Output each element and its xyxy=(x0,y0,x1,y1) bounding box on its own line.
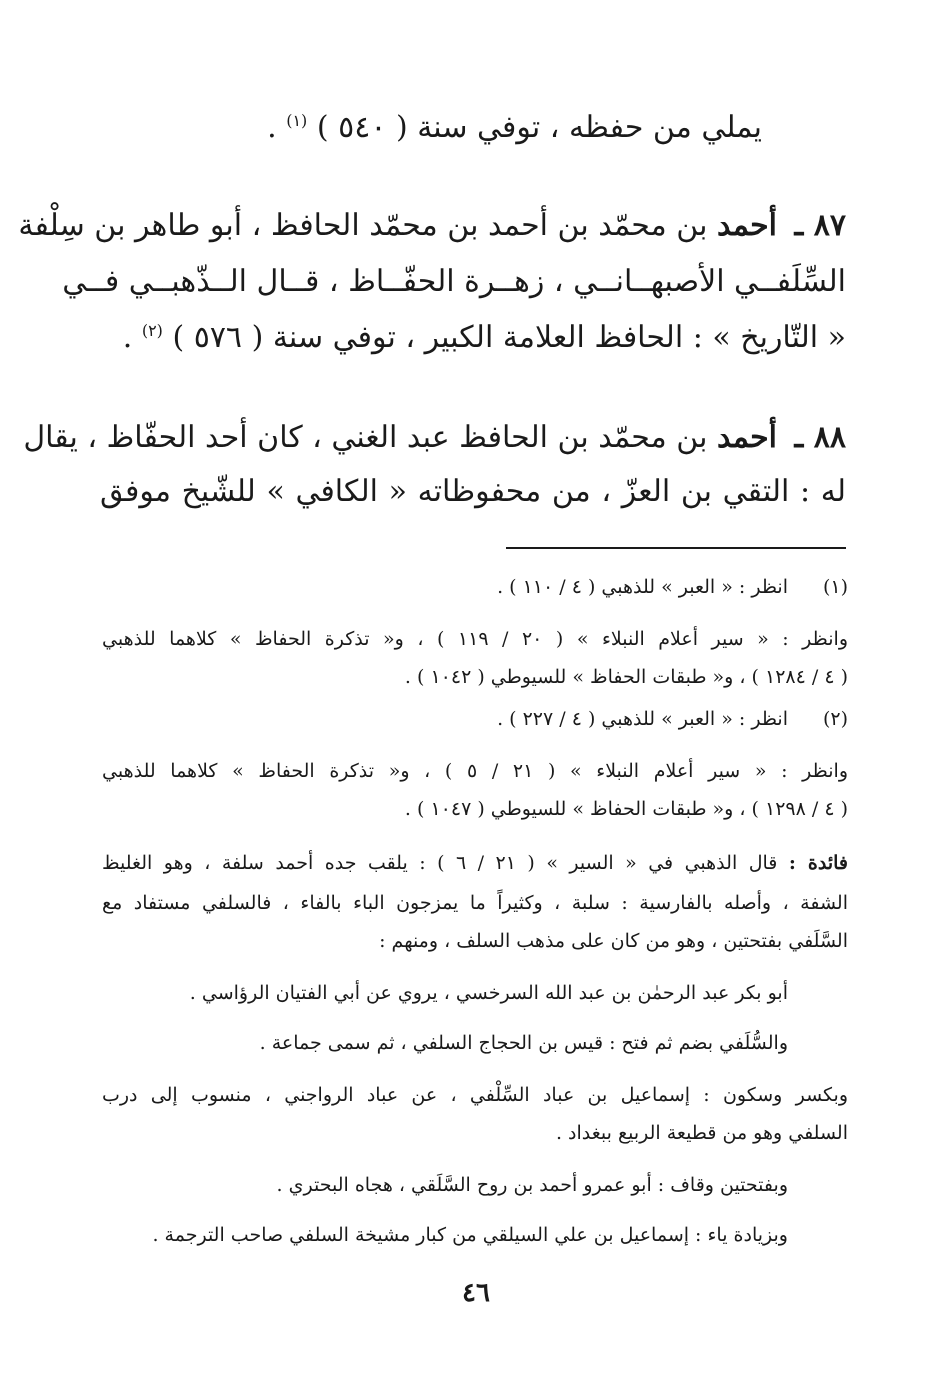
faida-line-5: والسُّلَفي بضم ثم فتح : قيس بن الحجاج السلفي ، ثم سمى جماعة . xyxy=(259,1032,788,1054)
entry-87-line-2 xyxy=(62,262,846,302)
footnote-1-line-2: وانظر : « سير أعلام النبلاء » ( ٢٠ / ١١٩ ) ، و« تذكرة الحفاظ » كلاهما للذهبي xyxy=(102,628,848,650)
entry-88-line-1 xyxy=(23,418,846,458)
footnote-number: (٢) xyxy=(822,708,848,730)
footnote-2-line-3: ( ٤ / ١٢٩٨ ) ، و« طبقات الحفاظ » للسيوطي ( ١٠٤٧ ) . xyxy=(404,798,848,820)
main-text: يملي من حفظه ، توفي سنة ( ٥٤٠ ) xyxy=(316,110,762,145)
faida-line-7: السلفي وهو من قطيعة الربيع ببغداد . xyxy=(555,1122,848,1144)
faida-text: قال الذهبي في « السير » ( ٢١ / ٦ ) : يلقب جده أحمد سلفة ، وهو الغليظ xyxy=(102,852,789,874)
entry-87-line-1 xyxy=(18,206,846,246)
entry-text: بن محمّد بن أحمد بن محمّد الحافظ ، أبو طاهر بن سِلْفة xyxy=(18,208,717,243)
entry-text: بن محمّد بن الحافظ عبد الغني ، كان أحد الحفّاظ ، يقال xyxy=(23,420,717,455)
faida-line-9: وبزيادة ياء : إسماعيل بن علي السيلقي من كبار مشيخة السلفي صاحب الترجمة . xyxy=(152,1224,788,1246)
entry-text-end: . xyxy=(122,320,142,355)
footnote-marker: (٢) xyxy=(141,321,163,340)
entry-87-line-3 xyxy=(100,318,846,358)
footnote-1-line-1: انظر : « العبر » للذهبي ( ٤ / ١١٠ ) . xyxy=(497,576,788,598)
faida-line-8: وبفتحتين وقاف : أبو عمرو أحمد بن روح السَّلَقي ، هجاه البحتري . xyxy=(276,1174,788,1196)
main-text-end: . xyxy=(267,110,287,145)
faida-line-2: الشفة ، وأصله بالفارسية : سلبة ، وكثيراً ما يمزجون الباء بالفاء ، فالسلفي مستفاد مع xyxy=(102,892,848,914)
entry-name: أحمد xyxy=(717,208,777,243)
footnote-2-line-1: انظر : « العبر » للذهبي ( ٤ / ٢٢٧ ) . xyxy=(497,708,788,730)
faida-line-6: وبكسر وسكون : إسماعيل بن عباد السِّلْفي ، عن عباد الرواجني ، منسوب إلى درب xyxy=(102,1084,848,1106)
entry-text: « التّاريخ » : الحافظ العلامة الكبير ، توفي سنة ( ٥٧٦ ) xyxy=(172,320,846,355)
entry-text: له : التقي بن العزّ ، من محفوظاته « الكافي » للشّيخ موفق xyxy=(100,474,846,509)
footnote-marker: (١) xyxy=(286,111,308,130)
footnote-2-line-2: وانظر : « سير أعلام النبلاء » ( ٢١ / ٥ ) ، و« تذكرة الحفاظ » كلاهما للذهبي xyxy=(102,760,848,782)
entry-number: ٨٧ ـ xyxy=(794,208,846,243)
footnote-number: (١) xyxy=(822,576,848,598)
faida-label: فائدة : xyxy=(788,852,848,874)
entry-number: ٨٨ ـ xyxy=(794,420,846,455)
entry-88-line-2 xyxy=(100,472,846,512)
main-text-line xyxy=(100,108,762,148)
faida-line-4: أبو بكر عبد الرحمٰن بن عبد الله السرخسي ، يروي عن أبي الفتيان الرؤاسي . xyxy=(189,982,788,1004)
entry-name: أحمد xyxy=(717,420,777,455)
entry-text: السِّلَفــي الأصبهــانــي ، زهــرة الحفّــاظ ، قــال الــذّهبــي فــي xyxy=(62,264,846,299)
footnote-1-line-3: ( ٤ / ١٢٨٤ ) ، و« طبقات الحفاظ » للسيوطي ( ١٠٤٢ ) . xyxy=(404,666,848,688)
page-number: ٤٦ xyxy=(462,1278,490,1308)
footnote-separator xyxy=(506,547,846,549)
faida-line-1 xyxy=(102,850,848,876)
faida-line-3: السَّلَفي بفتحتين ، وهو من كان على مذهب السلف ، ومنهم : xyxy=(379,930,848,952)
